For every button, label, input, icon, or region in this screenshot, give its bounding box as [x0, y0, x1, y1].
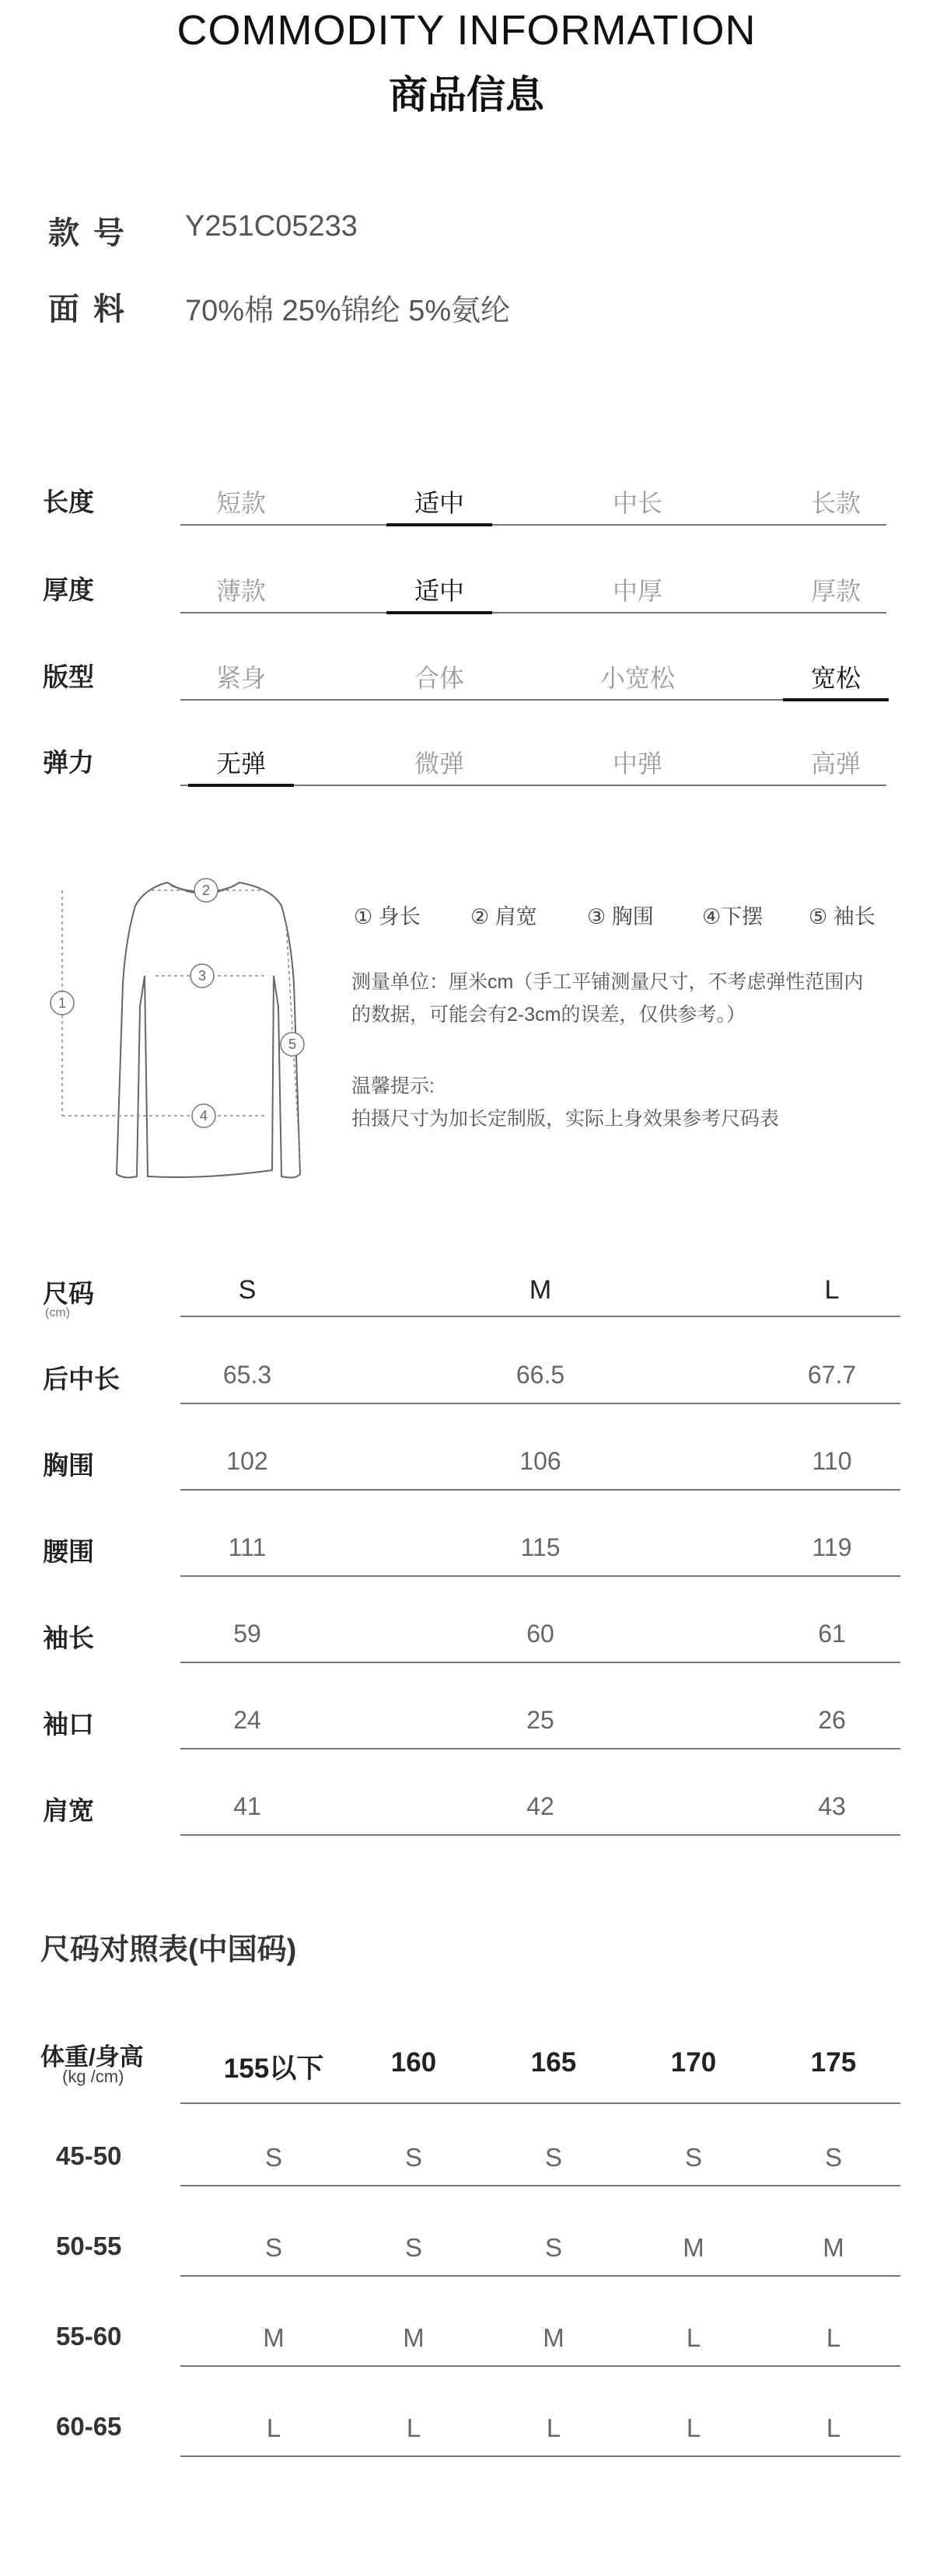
cn-size-cell: S: [264, 2143, 282, 2172]
size-table-divider: [180, 1834, 900, 1836]
size-cell: 41: [233, 1792, 261, 1820]
cn-size-cell: L: [686, 2323, 701, 2352]
size-table-divider: [180, 1316, 900, 1317]
size-cell: 61: [818, 1620, 846, 1648]
size-cell: 65.3: [222, 1361, 272, 1389]
size-header-unit: (cm): [45, 1306, 70, 1319]
attribute-label: 弹力: [43, 748, 94, 777]
size-cell: 119: [812, 1533, 852, 1561]
attribute-option[interactable]: 薄款: [215, 577, 266, 605]
fabric-value: 70%棉 25%锦纶 5%氨纶: [185, 295, 511, 327]
marker-3: 3: [197, 968, 207, 984]
cn-height-header: 170: [670, 2047, 717, 2078]
size-row-label: 胸围: [43, 1451, 94, 1480]
size-header-label: 尺码: [43, 1279, 94, 1308]
cn-size-cell: L: [266, 2413, 281, 2442]
cn-size-cell: M: [403, 2323, 425, 2352]
tip-title: 温馨提示:: [351, 1075, 435, 1097]
measurement-note-line2: 的数据，可能会有2-3cm的误差，仅供参考。）: [351, 1004, 746, 1026]
cn-height-header: 165: [530, 2047, 577, 2078]
cn-header-label: 体重/身高: [40, 2043, 144, 2071]
attribute-option[interactable]: 合体: [414, 664, 464, 692]
attribute-track-line: [180, 612, 886, 613]
measurement-note-line1: 测量单位：厘米cm（手工平铺测量尺寸，不考虑弹性范围内: [351, 971, 864, 993]
cn-size-cell: M: [543, 2323, 564, 2352]
attribute-option[interactable]: 短款: [215, 489, 266, 517]
size-table-divider: [180, 1662, 900, 1663]
size-table-divider: [180, 1403, 900, 1404]
size-cell: 102: [226, 1447, 268, 1475]
cn-table-divider: [180, 2275, 900, 2277]
cn-size-cell: L: [686, 2413, 701, 2442]
size-table-divider: [180, 1748, 900, 1749]
size-table-divider: [180, 1575, 900, 1577]
attribute-option[interactable]: 适中: [414, 489, 464, 517]
attribute-selected-indicator: [386, 523, 492, 526]
size-row-label: 后中长: [43, 1365, 120, 1393]
page-title-en: COMMODITY INFORMATION: [176, 7, 757, 54]
size-row-label: 袖长: [43, 1624, 94, 1652]
size-cell: 25: [526, 1706, 554, 1734]
cn-size-cell: L: [406, 2413, 421, 2442]
size-row-label: 袖口: [43, 1710, 94, 1739]
cn-size-cell: S: [404, 2143, 422, 2172]
cn-size-cell: S: [824, 2143, 842, 2172]
fabric-label: 面料: [48, 292, 138, 327]
cn-size-cell: M: [263, 2323, 285, 2352]
attribute-label: 长度: [43, 488, 94, 516]
cn-size-cell: L: [826, 2413, 841, 2442]
attribute-selected-indicator: [188, 784, 294, 787]
attribute-option[interactable]: 微弹: [414, 750, 464, 778]
cn-weight-row-label: 50-55: [56, 2232, 122, 2260]
page-title-cn: 商品信息: [389, 73, 544, 117]
size-cell: 60: [526, 1620, 554, 1648]
attribute-option[interactable]: 中长: [612, 489, 662, 517]
attribute-option[interactable]: 中厚: [612, 577, 662, 605]
attribute-selected-indicator: [386, 611, 492, 614]
size-cell: 26: [818, 1706, 846, 1734]
size-cell: 43: [818, 1792, 846, 1820]
marker-5: 5: [288, 1036, 297, 1052]
attribute-option[interactable]: 中弹: [612, 750, 662, 778]
size-cell: 67.7: [807, 1361, 857, 1389]
size-cell: 115: [520, 1533, 561, 1561]
size-cell: 59: [233, 1620, 261, 1648]
cn-size-cell: L: [546, 2413, 561, 2442]
attribute-option[interactable]: 高弹: [810, 750, 861, 778]
cn-table-divider: [180, 2102, 900, 2104]
style-number-label: 款号: [48, 216, 138, 250]
cn-size-cell: S: [404, 2233, 422, 2262]
size-cell: 111: [228, 1533, 267, 1561]
size-table-divider: [180, 1489, 900, 1491]
cn-size-cell: S: [544, 2143, 562, 2172]
legend-hem: ④下摆: [702, 905, 764, 928]
legend-shoulder-width: ② 肩宽: [470, 905, 537, 928]
size-column-header: L: [824, 1275, 840, 1305]
attribute-option[interactable]: 长款: [810, 489, 861, 517]
size-cell: 24: [233, 1706, 261, 1734]
cn-header-unit: (kg /cm): [62, 2067, 124, 2086]
size-cell: 106: [519, 1447, 561, 1475]
legend-chest: ③ 胸围: [587, 905, 654, 928]
legend-body-length: ① 身长: [354, 905, 421, 928]
cn-size-cell: L: [826, 2323, 841, 2352]
marker-1: 1: [58, 995, 67, 1011]
marker-2: 2: [201, 883, 211, 898]
attribute-option[interactable]: 宽松: [810, 664, 861, 692]
cn-weight-row-label: 55-60: [56, 2322, 122, 2351]
cn-height-header: 175: [810, 2047, 857, 2078]
cn-size-chart-title: 尺码对照表(中国码): [40, 1934, 297, 1966]
cn-size-cell: M: [823, 2233, 844, 2262]
attribute-option[interactable]: 厚款: [810, 577, 861, 605]
size-column-header: M: [529, 1275, 552, 1305]
cn-size-cell: S: [544, 2233, 562, 2262]
cn-height-header: 155以下: [223, 2053, 324, 2084]
attribute-label: 厚度: [43, 575, 94, 604]
attribute-track-line: [180, 524, 886, 526]
size-row-label: 腰围: [43, 1537, 94, 1566]
tip-text: 拍摄尺寸为加长定制版，实际上身效果参考尺码表: [351, 1108, 780, 1130]
cn-size-cell: S: [684, 2143, 702, 2172]
cn-height-header: 160: [390, 2047, 437, 2078]
style-number-value: Y251C05233: [185, 210, 358, 243]
cn-size-cell: M: [683, 2233, 704, 2262]
attribute-selected-indicator: [783, 698, 889, 701]
legend-sleeve-length: ⑤ 袖长: [809, 905, 875, 928]
cn-weight-row-label: 60-65: [56, 2412, 122, 2441]
garment-sketch: [31, 867, 327, 1194]
size-column-header: S: [238, 1275, 257, 1305]
attribute-option[interactable]: 小宽松: [599, 664, 675, 692]
size-row-label: 肩宽: [43, 1796, 94, 1825]
cn-table-divider: [180, 2365, 900, 2367]
measurement-diagram: [31, 867, 327, 1194]
attribute-track-line: [180, 699, 886, 701]
cn-weight-row-label: 45-50: [56, 2141, 122, 2170]
attribute-label: 版型: [43, 662, 94, 691]
marker-4: 4: [199, 1108, 208, 1124]
attribute-option[interactable]: 紧身: [215, 664, 266, 692]
cn-table-divider: [180, 2185, 900, 2186]
attribute-option[interactable]: 适中: [414, 577, 464, 605]
size-cell: 66.5: [515, 1361, 565, 1389]
cn-size-cell: S: [264, 2233, 282, 2262]
size-cell: 110: [812, 1447, 852, 1475]
cn-table-divider: [180, 2455, 900, 2457]
attribute-option[interactable]: 无弹: [215, 750, 266, 778]
size-cell: 42: [526, 1792, 554, 1820]
